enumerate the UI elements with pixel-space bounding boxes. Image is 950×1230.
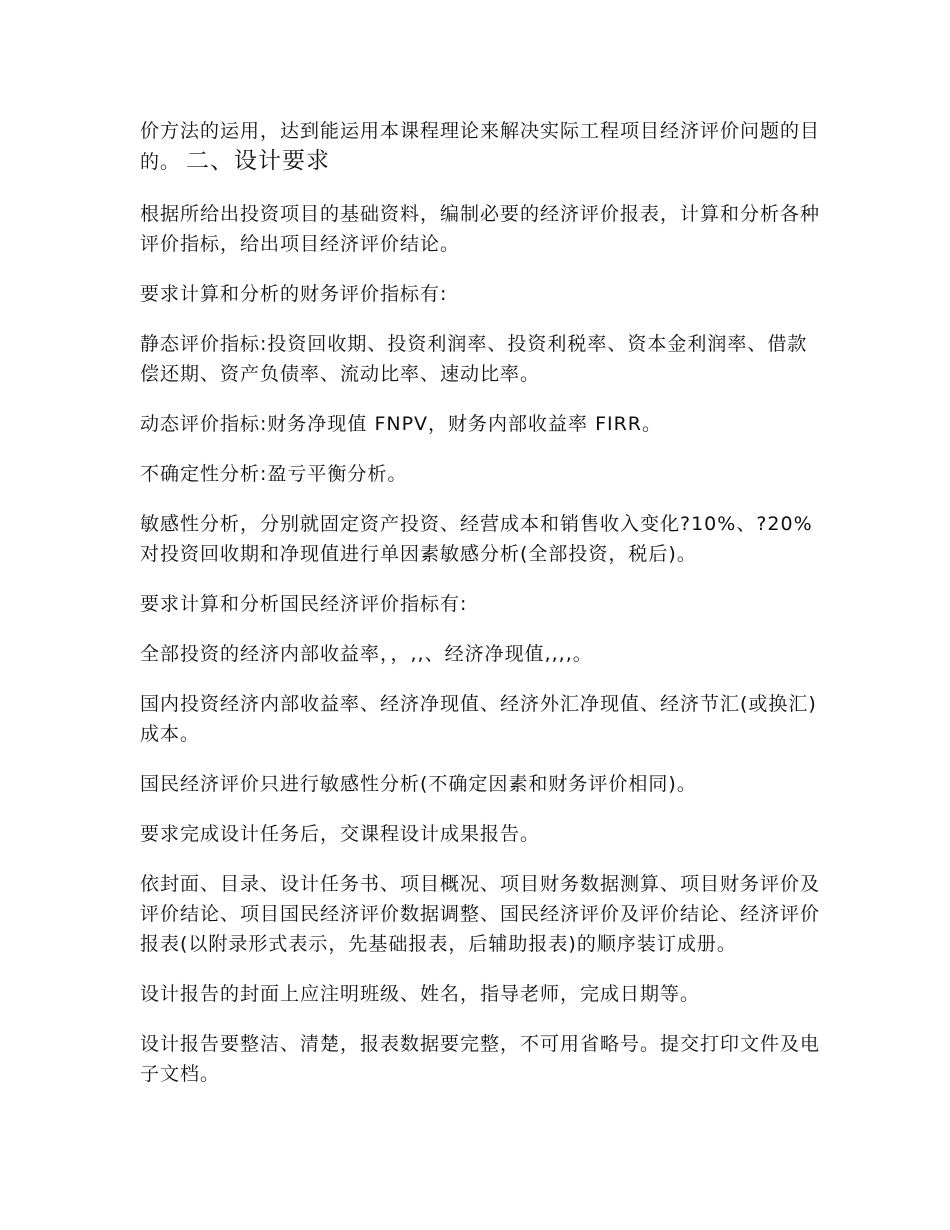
paragraph-uncertainty-analysis: 不确定性分析:盈亏平衡分析。	[140, 463, 408, 485]
paragraph-static-indicators: 静态评价指标:投资回收期、投资利润率、投资利税率、资本金利润率、借款偿还期、资产负债率、流动比率、速动比率。	[140, 333, 808, 385]
intro-text: 价方法的运用，达到能运用本课程理论来解决实际工程项目经济评价问题的目的。	[140, 120, 821, 173]
intro-paragraph	[140, 116, 820, 177]
paragraph-report-quality: 设计报告要整洁、清楚，报表数据要完整，不可用省略号。提交打印文件及电子文档。	[140, 1033, 821, 1085]
paragraph-cover-info: 设计报告的封面上应注明班级、姓名，指导老师，完成日期等。	[140, 983, 701, 1005]
paragraph-national-indicators-intro: 要求计算和分析国民经济评价指标有:	[140, 593, 468, 615]
paragraph-financial-indicators-intro: 要求计算和分析的财务评价指标有:	[140, 283, 448, 305]
paragraph-domestic-investment: 国内投资经济内部收益率、经济净现值、经济外汇净现值、经济节汇(或换汇)成本。	[140, 693, 817, 745]
paragraph-binding-order: 依封面、目录、设计任务书、项目概况、项目财务数据测算、项目财务评价及评价结论、项目国民经济评价数据调整、国民经济评价及评价结论、经济评价报表(以附录形式表示，先基础报表，后辅助报表)的顺序装订成册。	[140, 873, 821, 955]
paragraph-total-investment: 全部投资的经济内部收益率，，,,、经济净现值,,,,。	[140, 643, 593, 665]
paragraph-basis: 根据所给出投资项目的基础资料，编制必要的经济评价报表，计算和分析各种评价指标，给出项目经济评价结论。	[140, 203, 821, 255]
section-heading: 二、设计要求	[186, 148, 331, 174]
paragraph-sensitivity-analysis: 敏感性分析，分别就固定资产投资、经营成本和销售收入变化?10%、?20%对投资回收期和净现值进行单因素敏感分析(全部投资，税后)。	[140, 513, 813, 565]
paragraph-dynamic-indicators: 动态评价指标:财务净现值 FNPV，财务内部收益率 FIRR。	[140, 413, 663, 435]
document-body	[140, 116, 820, 1109]
paragraph-national-sensitivity: 国民经济评价只进行敏感性分析(不确定因素和财务评价相同)。	[140, 773, 697, 795]
paragraph-report-submission: 要求完成设计任务后，交课程设计成果报告。	[140, 823, 541, 845]
